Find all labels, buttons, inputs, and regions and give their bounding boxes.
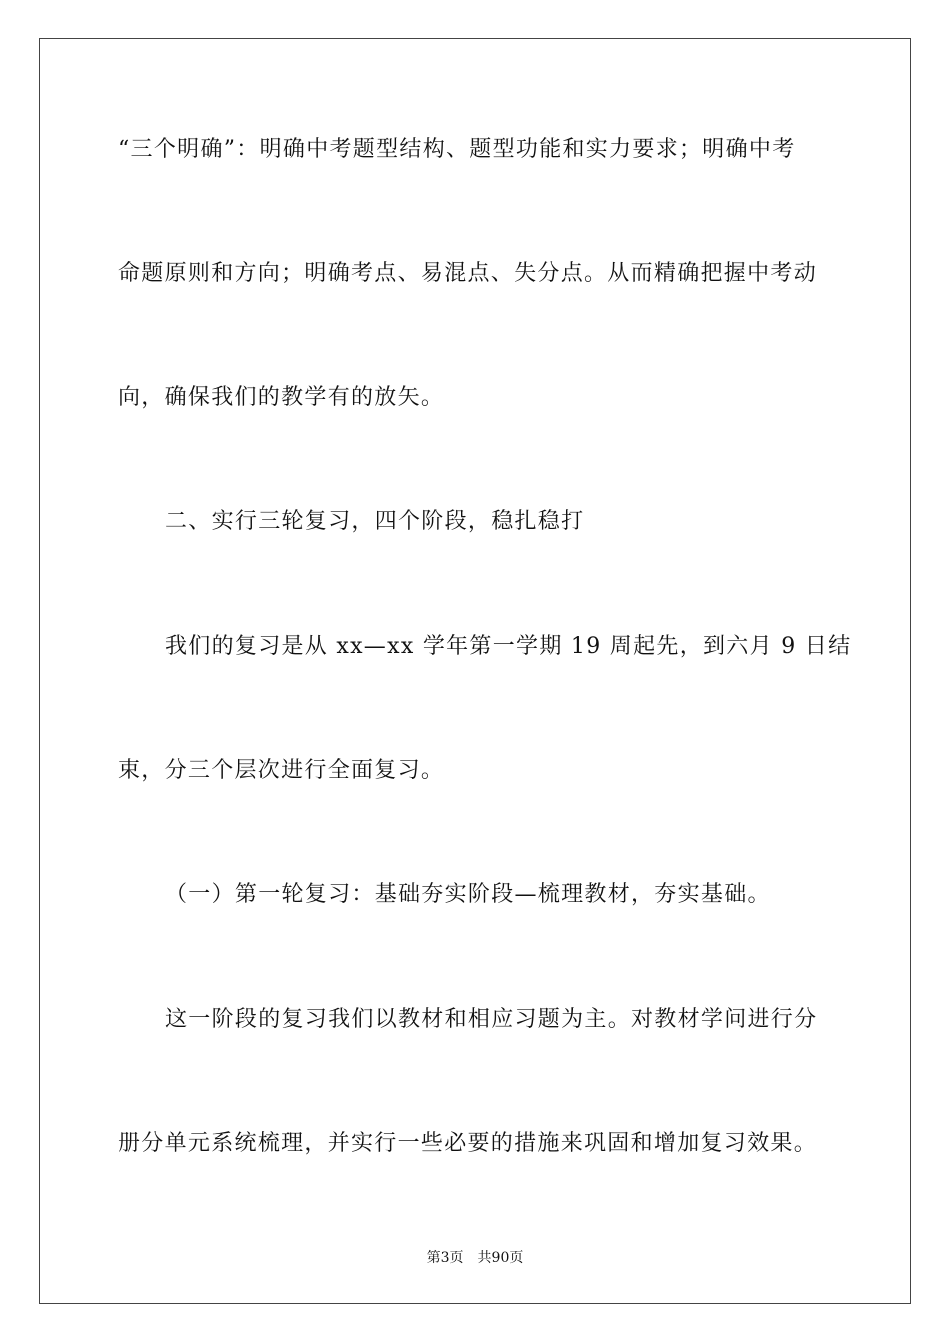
paragraph-line: “三个明确”：明确中考题型结构、题型功能和实力要求；明确中考 [118,137,796,162]
paragraph-line: 这一阶段的复习我们以教材和相应习题为主。对教材学问进行分 [165,1007,818,1032]
page-border [39,38,911,1304]
paragraph-line: 我们的复习是从 xx—xx 学年第一学期 19 周起先，到六月 9 日结 [165,634,852,659]
page-number: 第3页 [426,1250,464,1266]
section-heading: 二、实行三轮复习，四个阶段，稳扎稳打 [165,509,585,534]
paragraph-line: 向，确保我们的教学有的放矢。 [118,385,445,410]
paragraph-line: 命题原则和方向；明确考点、易混点、失分点。从而精确把握中考动 [118,261,818,286]
paragraph-line: 册分单元系统梳理，并实行一些必要的措施来巩固和增加复习效果。 [118,1131,818,1156]
subsection-heading: （一）第一轮复习：基础夯实阶段—梳理教材，夯实基础。 [165,882,771,907]
page-footer [0,1247,950,1267]
paragraph-line: 束，分三个层次进行全面复习。 [118,758,445,783]
page-total: 共90页 [477,1250,524,1266]
